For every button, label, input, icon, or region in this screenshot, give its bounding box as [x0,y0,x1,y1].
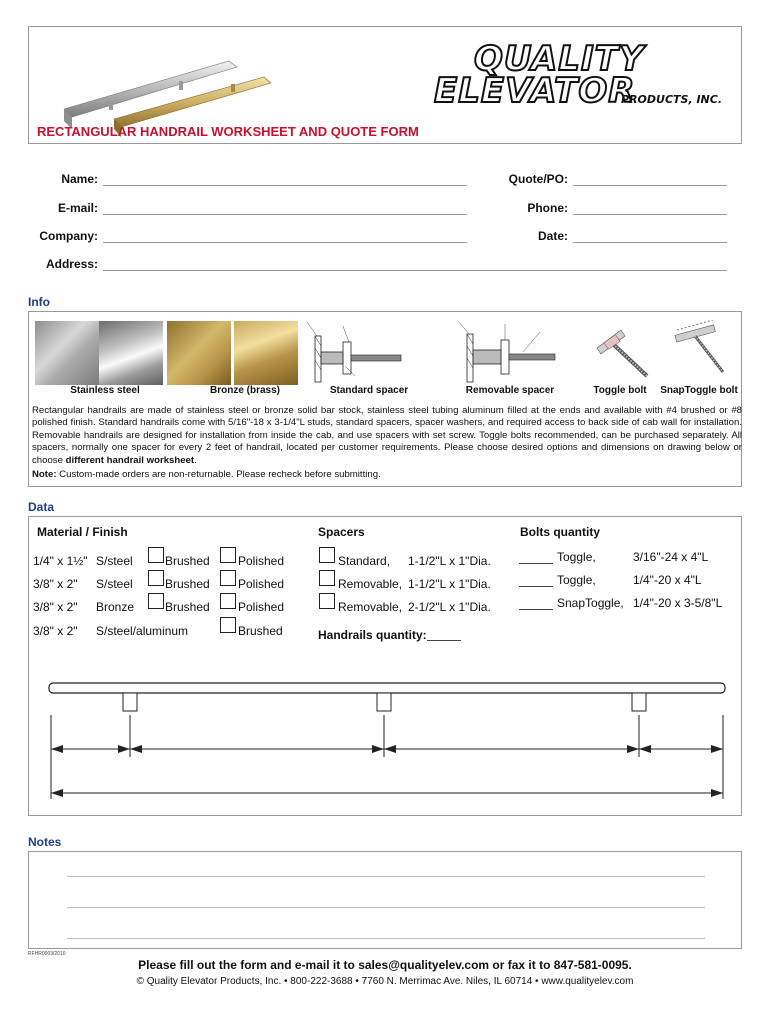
address-label: Address: [45,257,98,271]
material-name: S/steel [96,554,133,568]
bronze-brushed-swatch [167,321,231,385]
option-polished: Polished [238,554,285,568]
caption-toggle-bolt: Toggle bolt [593,385,647,396]
snaptoggle-bolt-image [669,320,735,380]
option-brushed: Brushed [165,600,210,614]
bolt-row [517,572,737,592]
caption-snaptoggle-bolt: SnapToggle bolt [660,385,738,396]
brushed-checkbox[interactable] [148,593,164,609]
info-description-end: . [194,454,197,466]
email-label: E-mail: [57,201,98,215]
spacer-size: 1-1/2"L x 1"Dia. [408,577,491,591]
bolt-size: 1/4"-20 x 4"L [633,573,702,587]
spacer-size: 1-1/2"L x 1"Dia. [408,554,491,568]
caption-stainless: Stainless steel [70,385,140,396]
notes-box[interactable] [28,851,742,949]
data-title: Data [28,500,55,514]
company-label: Company: [39,229,98,243]
footer-instructions: Please fill out the form and e-mail it to sales@qualityelev.com or fax it to 847-581-0095. [138,958,632,972]
quote-label: Quote/PO: [508,172,568,186]
standard-spacer-diagram [303,318,413,386]
bolt-type: SnapToggle, [557,596,624,610]
handrails-quantity-label: Handrails quantity: [318,628,427,642]
spacer-middle [377,693,391,711]
polished-checkbox[interactable] [220,593,236,609]
brushed-checkbox[interactable] [148,547,164,563]
logo-line1: QUALITY [474,39,645,79]
date-label: Date: [537,229,568,243]
polished-checkbox[interactable] [220,547,236,563]
info-title: Info [28,295,50,309]
caption-removable-spacer: Removable spacer [465,385,555,396]
option-brushed: Brushed [165,554,210,568]
spacer-size: 2-1/2"L x 1"Dia. [408,600,491,614]
info-description [32,405,742,467]
phone-label: Phone: [527,201,568,215]
caption-standard-spacer: Standard spacer [329,385,409,396]
spacer-type: Removable, [338,577,403,591]
name-label: Name: [61,172,98,186]
quote-field[interactable] [573,185,727,186]
notes-line[interactable] [67,938,705,939]
bolt-size: 1/4"-20 x 3-5/8"L [633,596,723,610]
address-field[interactable] [103,270,727,271]
stainless-polished-swatch [99,321,163,385]
material-size: 3/8" x 2" [33,577,78,591]
data-box [28,516,742,816]
spacers-header: Spacers [318,525,365,539]
material-size: 3/8" x 2" [33,624,78,638]
date-field[interactable] [573,242,727,243]
toggle-bolt-image [591,320,657,380]
notes-title: Notes [28,835,62,849]
material-name: S/steel/aluminum [96,624,189,638]
bolt-type: Toggle, [557,550,596,564]
spacer-type: Removable, [338,600,403,614]
bolt-row [517,595,737,615]
info-description-text: Rectangular handrails are made of stainless steel or bronze solid bar stock, stainless steel tubing aluminum filled at the ends and available with #4 brushed or #8 polished finish. Standard handrails come with 5/16"-18 x 3-1/4"L studs, standard spacers, spacer washers, and required access to back side of cab wall for installation. Removable handrails are designed for installation from inside the cab, and use spacers with set screw. Toggle bolts recommended, can be purchased separately. All spacers, normally one spacer for every 2 feet of handrail, located per customer requirements. Please choose desired options and dimensions on drawing below or choose [32,405,742,466]
info-note-label: Note: [32,469,57,480]
spacer-row [315,599,515,619]
info-box [28,311,742,487]
logo-suffix: PRODUCTS, INC. [621,93,723,106]
material-name: Bronze [96,600,135,614]
material-header: Material / Finish [37,525,128,539]
bolt-type: Toggle, [557,573,596,587]
spacer-checkbox[interactable] [319,547,335,563]
removable-spacer-diagram [445,318,565,386]
info-note-text: Custom-made orders are non-returnable. Please recheck before submitting. [56,469,381,480]
form-title: RECTANGULAR HANDRAIL WORKSHEET AND QUOTE FORM [37,124,419,139]
bolt-size: 3/16"-24 x 4"L [633,550,709,564]
header-box [28,26,742,144]
info-description-bold: different handrail worksheet [65,454,195,466]
material-row [29,576,309,596]
material-row [29,553,309,573]
option-brushed: Brushed [238,624,283,638]
bolts-header: Bolts quantity [520,525,600,539]
polished-checkbox[interactable] [220,570,236,586]
info-note [32,469,742,481]
bolt-quantity-field[interactable] [519,586,553,587]
bolt-quantity-field[interactable] [519,609,553,610]
bolt-row [517,549,737,569]
name-field[interactable] [103,185,467,186]
spacer-row [315,553,515,573]
spacer-type: Standard, [338,554,391,568]
option-polished: Polished [238,600,285,614]
notes-line[interactable] [67,876,705,877]
handrail-dimension-drawing [29,673,741,813]
handrails-quantity-field[interactable] [427,640,461,641]
company-logo [434,39,734,111]
stainless-brushed-swatch [35,321,99,385]
material-row [29,623,309,643]
email-field[interactable] [103,214,467,215]
spacer-left [123,693,137,711]
spacer-row [315,576,515,596]
form-code: RFHR0003/2010 [28,951,66,957]
spacer-checkbox[interactable] [319,570,335,586]
brushed-checkbox[interactable] [148,570,164,586]
option-polished: Polished [238,577,285,591]
bolt-quantity-field[interactable] [519,563,553,564]
spacer-checkbox[interactable] [319,593,335,609]
material-size: 3/8" x 2" [33,600,78,614]
brushed-checkbox[interactable] [220,617,236,633]
logo-line2: ELEVATOR [434,71,636,111]
material-name: S/steel [96,577,133,591]
option-brushed: Brushed [165,577,210,591]
company-field[interactable] [103,242,467,243]
material-row [29,599,309,619]
material-size: 1/4" x 1½" [33,554,88,568]
spacer-right [632,693,646,711]
handrail-bar [49,683,725,693]
footer-company-line: © Quality Elevator Products, Inc. • 800-222-3688 • 7760 N. Merrimac Ave. Niles, IL 60714 • www.qualityelev.com [136,976,634,987]
phone-field[interactable] [573,214,727,215]
bronze-polished-swatch [234,321,298,385]
notes-line[interactable] [67,907,705,908]
caption-bronze: Bronze (brass) [209,385,280,396]
